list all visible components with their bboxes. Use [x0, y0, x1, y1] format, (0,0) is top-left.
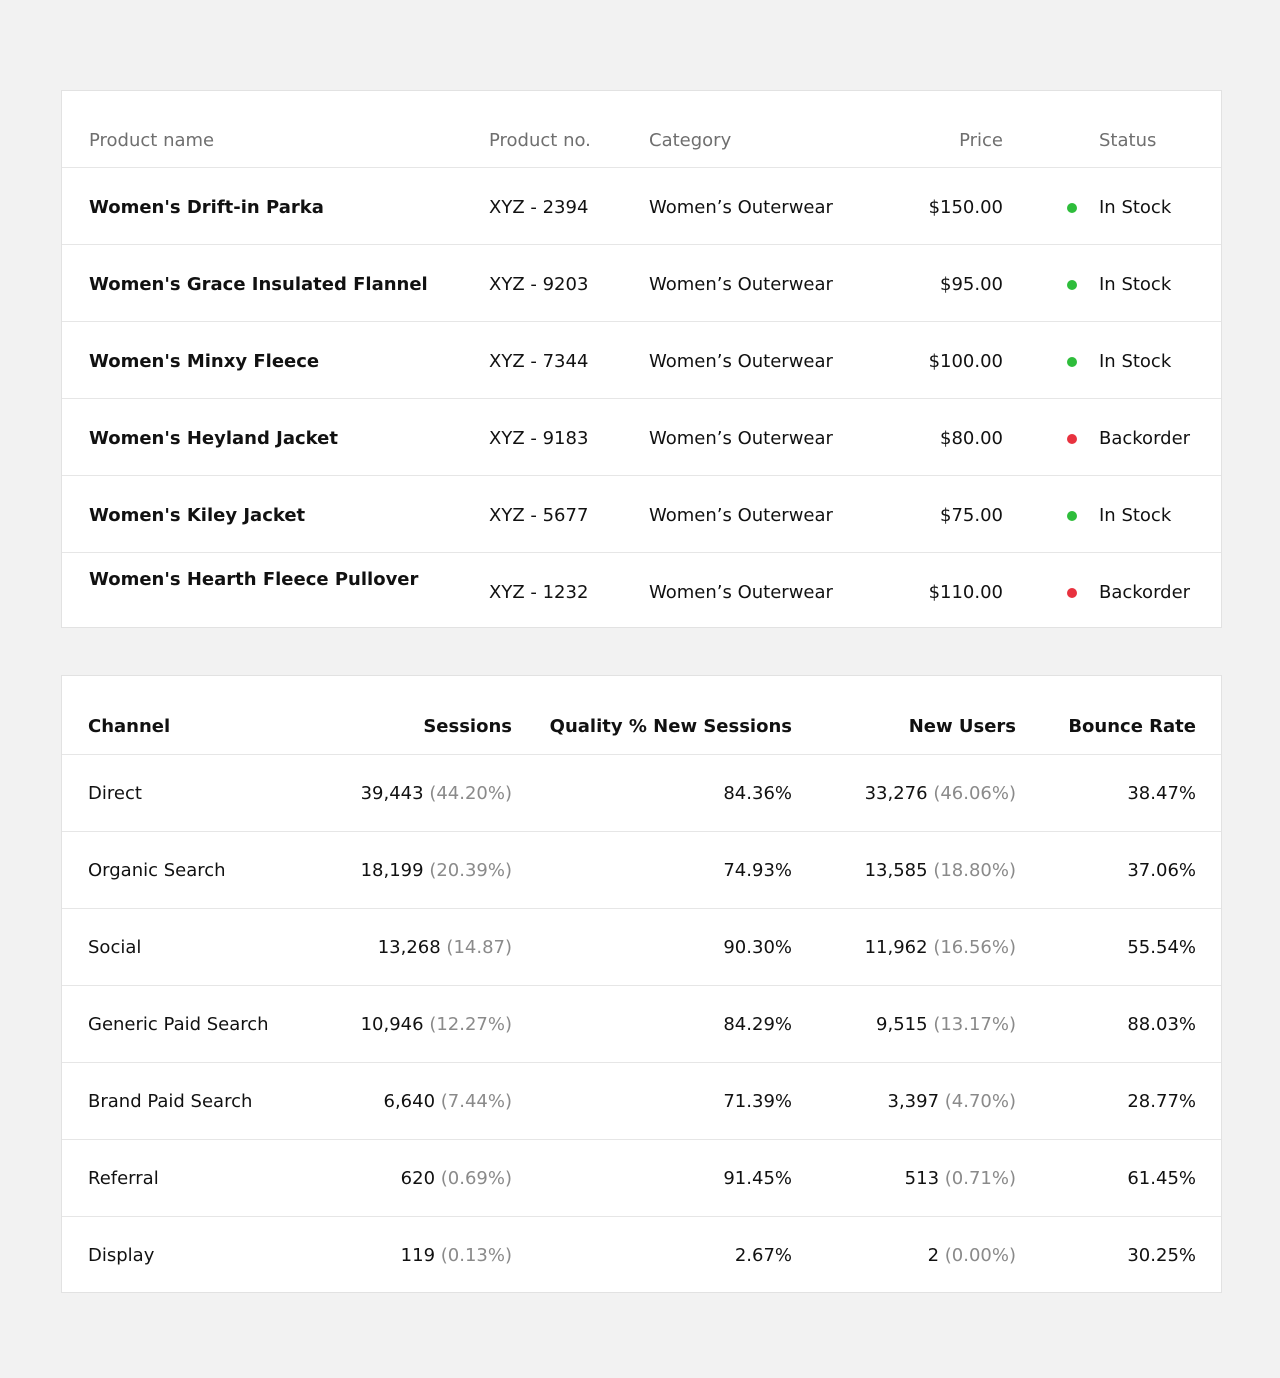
- new-users-value: [865, 937, 1016, 959]
- status-dot-icon: [1067, 203, 1077, 213]
- channel-name: Social: [88, 937, 142, 958]
- status-dot-icon: [1067, 511, 1077, 521]
- bounce-rate-value: 30.25%: [1127, 1245, 1196, 1266]
- new-users-percent: (18.80%): [933, 860, 1016, 881]
- product-row[interactable]: [62, 399, 1221, 476]
- channel-name: Referral: [88, 1168, 159, 1189]
- sessions-count: 620: [400, 1168, 436, 1189]
- product-row[interactable]: [62, 168, 1221, 245]
- header-channel[interactable]: Channel: [88, 716, 171, 737]
- quality-new-sessions-value: 2.67%: [734, 1245, 792, 1266]
- product-name: Women's Drift-in Parka: [89, 197, 324, 218]
- sessions-count: 18,199: [360, 860, 424, 881]
- product-number: XYZ - 9203: [489, 274, 589, 295]
- channels-header-row: [62, 676, 1221, 755]
- products-header-row: [62, 91, 1221, 168]
- new-users-count: 11,962: [864, 937, 928, 958]
- channel-name: Display: [88, 1245, 155, 1266]
- product-name: Women's Heyland Jacket: [89, 428, 338, 449]
- new-users-percent: (16.56%): [933, 937, 1016, 958]
- new-users-percent: (0.71%): [944, 1168, 1016, 1189]
- channel-row[interactable]: [62, 832, 1221, 909]
- new-users-count: 33,276: [864, 783, 928, 804]
- header-bounce-rate[interactable]: Bounce Rate: [1068, 716, 1196, 737]
- product-price: $75.00: [940, 505, 1003, 526]
- products-table: [61, 90, 1222, 628]
- new-users-percent: (13.17%): [933, 1014, 1016, 1035]
- new-users-value: [905, 1168, 1016, 1190]
- channel-row[interactable]: [62, 909, 1221, 986]
- new-users-value: [876, 1014, 1016, 1036]
- quality-new-sessions-value: 84.36%: [723, 783, 792, 804]
- product-name: Women's Grace Insulated Flannel: [89, 274, 428, 295]
- product-status: Backorder: [1099, 428, 1191, 449]
- new-users-percent: (0.00%): [944, 1245, 1016, 1266]
- product-price: $100.00: [928, 351, 1003, 372]
- new-users-value: [928, 1245, 1016, 1267]
- header-quality-new-sessions[interactable]: Quality % New Sessions: [549, 716, 792, 737]
- sessions-value: [401, 1245, 512, 1267]
- sessions-percent: (0.13%): [440, 1245, 512, 1266]
- sessions-percent: (44.20%): [429, 783, 512, 804]
- sessions-percent: (7.44%): [440, 1091, 512, 1112]
- product-name: Women's Kiley Jacket: [89, 505, 306, 526]
- product-number: XYZ - 5677: [489, 505, 589, 526]
- sessions-count: 39,443: [360, 783, 424, 804]
- header-category[interactable]: Category: [649, 130, 732, 151]
- status-dot-icon: [1067, 588, 1077, 598]
- status-dot-icon: [1067, 280, 1077, 290]
- product-number: XYZ - 9183: [489, 428, 589, 449]
- product-status: In Stock: [1099, 197, 1172, 218]
- product-category: Women’s Outerwear: [649, 582, 833, 603]
- channel-name: Generic Paid Search: [88, 1014, 269, 1035]
- quality-new-sessions-value: 74.93%: [723, 860, 792, 881]
- new-users-value: [865, 860, 1016, 882]
- quality-new-sessions-value: 90.30%: [723, 937, 792, 958]
- product-category: Women’s Outerwear: [649, 197, 833, 218]
- bounce-rate-value: 37.06%: [1127, 860, 1196, 881]
- sessions-value: [378, 937, 512, 959]
- channel-name: Organic Search: [88, 860, 226, 881]
- bounce-rate-value: 55.54%: [1127, 937, 1196, 958]
- sessions-percent: (14.87): [446, 937, 512, 958]
- sessions-percent: (12.27%): [429, 1014, 512, 1035]
- bounce-rate-value: 61.45%: [1127, 1168, 1196, 1189]
- product-category: Women’s Outerwear: [649, 428, 833, 449]
- new-users-count: 2: [927, 1245, 940, 1266]
- product-price: $80.00: [940, 428, 1003, 449]
- product-row[interactable]: [62, 245, 1221, 322]
- header-sessions[interactable]: Sessions: [423, 716, 512, 737]
- product-number: XYZ - 7344: [489, 351, 589, 372]
- header-price[interactable]: Price: [959, 130, 1003, 151]
- sessions-percent: (0.69%): [440, 1168, 512, 1189]
- header-product-name[interactable]: Product name: [89, 130, 215, 151]
- status-dot-icon: [1067, 434, 1077, 444]
- header-status[interactable]: Status: [1099, 130, 1157, 151]
- product-category: Women’s Outerwear: [649, 505, 833, 526]
- sessions-count: 13,268: [377, 937, 441, 958]
- sessions-value: [361, 783, 512, 805]
- product-status: In Stock: [1099, 351, 1172, 372]
- bounce-rate-value: 38.47%: [1127, 783, 1196, 804]
- product-price: $150.00: [928, 197, 1003, 218]
- new-users-count: 513: [904, 1168, 940, 1189]
- new-users-value: [888, 1091, 1017, 1113]
- channel-name: Direct: [88, 783, 142, 804]
- channel-row[interactable]: [62, 986, 1221, 1063]
- product-number: XYZ - 2394: [489, 197, 589, 218]
- product-name: Women's Minxy Fleece: [89, 351, 320, 372]
- sessions-value: [384, 1091, 513, 1113]
- status-dot-icon: [1067, 357, 1077, 367]
- product-name: Women's Hearth Fleece Pullover: [89, 569, 419, 590]
- sessions-value: [361, 860, 512, 882]
- new-users-count: 3,397: [887, 1091, 940, 1112]
- product-row[interactable]: [62, 476, 1221, 553]
- quality-new-sessions-value: 91.45%: [723, 1168, 792, 1189]
- sessions-count: 119: [400, 1245, 436, 1266]
- sessions-count: 6,640: [383, 1091, 436, 1112]
- channels-table: [61, 675, 1222, 1293]
- channel-row[interactable]: [62, 1063, 1221, 1140]
- header-product-number[interactable]: Product no.: [489, 130, 591, 151]
- new-users-value: [865, 783, 1016, 805]
- channel-row[interactable]: [62, 1217, 1221, 1294]
- bounce-rate-value: 88.03%: [1127, 1014, 1196, 1035]
- product-category: Women’s Outerwear: [649, 274, 833, 295]
- quality-new-sessions-value: 71.39%: [723, 1091, 792, 1112]
- sessions-percent: (20.39%): [429, 860, 512, 881]
- channel-name: Brand Paid Search: [88, 1091, 253, 1112]
- sessions-value: [361, 1014, 512, 1036]
- sessions-value: [401, 1168, 512, 1190]
- product-number: XYZ - 1232: [489, 582, 589, 603]
- new-users-count: 9,515: [876, 1014, 928, 1035]
- sessions-count: 10,946: [360, 1014, 424, 1035]
- product-status: In Stock: [1099, 505, 1172, 526]
- product-row[interactable]: [62, 553, 1221, 629]
- bounce-rate-value: 28.77%: [1127, 1091, 1196, 1112]
- new-users-count: 13,585: [864, 860, 928, 881]
- product-category: Women’s Outerwear: [649, 351, 833, 372]
- new-users-percent: (4.70%): [944, 1091, 1016, 1112]
- product-row[interactable]: [62, 322, 1221, 399]
- product-status: In Stock: [1099, 274, 1172, 295]
- product-price: $95.00: [940, 274, 1003, 295]
- new-users-percent: (46.06%): [933, 783, 1016, 804]
- product-status: Backorder: [1099, 582, 1191, 603]
- channel-row[interactable]: [62, 755, 1221, 832]
- header-new-users[interactable]: New Users: [908, 716, 1016, 737]
- quality-new-sessions-value: 84.29%: [723, 1014, 792, 1035]
- channel-row[interactable]: [62, 1140, 1221, 1217]
- product-price: $110.00: [928, 582, 1003, 603]
